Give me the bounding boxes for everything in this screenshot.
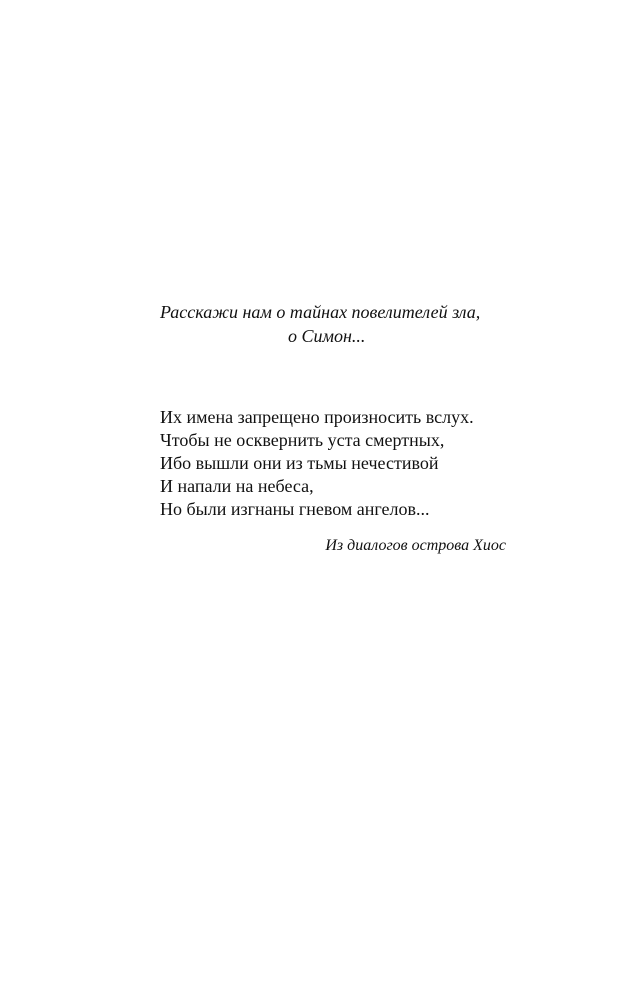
question-line: о Симон... — [288, 326, 366, 346]
epigraph-question — [160, 300, 580, 348]
poem-verse: Их имена запрещено произносить вслух. — [160, 407, 474, 427]
question-line: Расскажи нам о тайнах повелителей зла, — [160, 302, 481, 322]
epigraph-source: Из диалогов острова Хиос — [325, 537, 506, 554]
epigraph-block — [160, 300, 580, 557]
poem-verse: Чтобы не осквернить уста смертных, — [160, 430, 445, 450]
poem-verse: Но были изгнаны гневом ангелов... — [160, 499, 430, 519]
poem-verse: И напали на небеса, — [160, 476, 314, 496]
poem — [160, 406, 580, 521]
poem-verse: Ибо вышли они из тьмы нечестивой — [160, 453, 439, 473]
